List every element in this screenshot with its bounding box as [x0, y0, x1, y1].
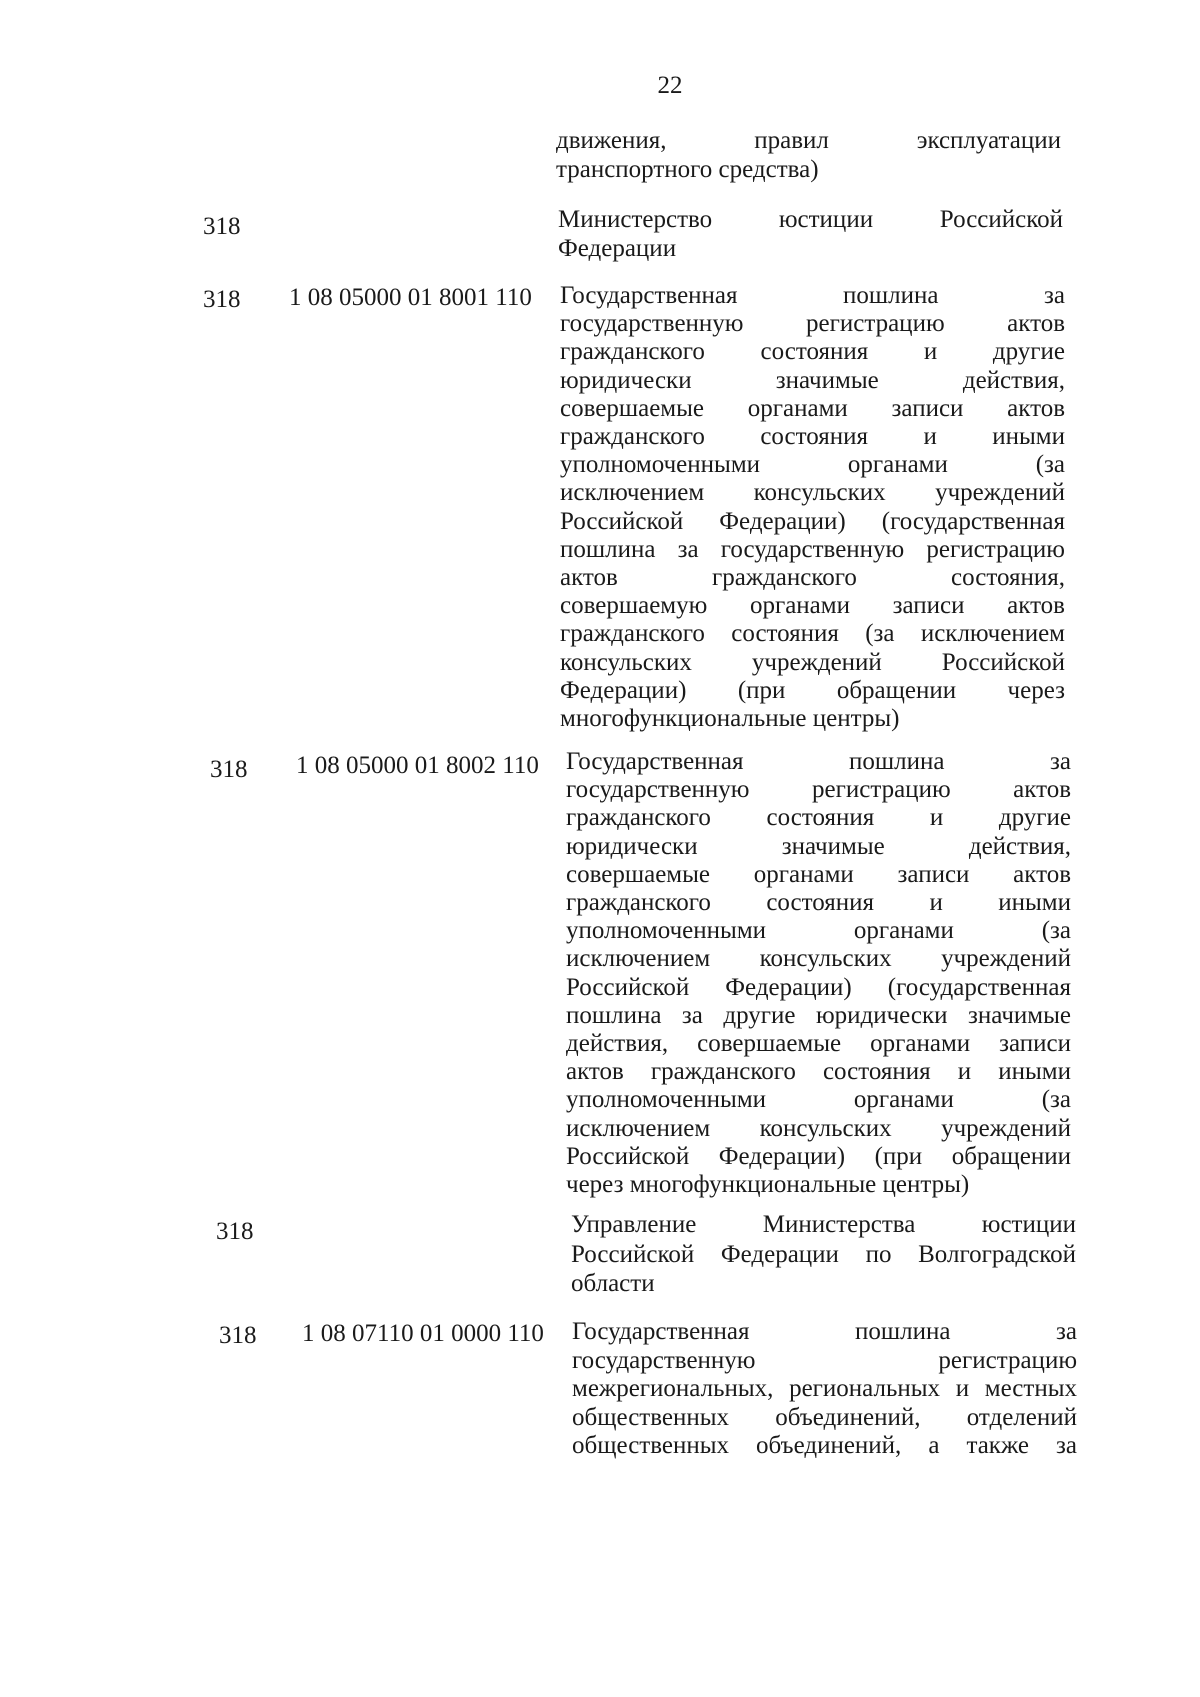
description-line: юридически значимые действия,: [566, 832, 1071, 860]
description-line: гражданского состояния и иными: [566, 889, 1071, 917]
description-line: пошлина за другие юридически значимые: [566, 1001, 1071, 1029]
description-line: Государственная пошлина за: [566, 748, 1071, 775]
entry-description: [558, 205, 1063, 263]
admin-code: 318: [219, 1322, 257, 1349]
description-line: Федерации: [558, 235, 677, 262]
description-line: Федерации) (при обращении через: [560, 676, 1065, 704]
description-line: Министерство юстиции Российской: [558, 206, 1063, 233]
description-line: Управление Министерства юстиции: [571, 1211, 1076, 1238]
kbk-code: 1 08 05000 01 8002 110: [296, 752, 539, 779]
description-line: совершаемую органами записи актов: [560, 592, 1065, 620]
description-line: актов гражданского состояния,: [560, 564, 1065, 592]
description-line: Российской Федерации) (при обращении: [566, 1142, 1071, 1170]
description-line: межрегиональных, региональных и местных: [572, 1375, 1077, 1402]
description-line: пошлина за государственную регистрацию: [560, 535, 1065, 563]
kbk-code: 1 08 07110 01 0000 110: [302, 1320, 544, 1347]
description-line: гражданского состояния и другие: [560, 338, 1065, 366]
admin-code: 318: [203, 286, 241, 313]
description-line: уполномоченными органами (за: [560, 451, 1065, 479]
description-line: гражданского состояния (за исключением: [560, 620, 1065, 648]
admin-code: 318: [203, 213, 241, 240]
description-line: Государственная пошлина за: [572, 1318, 1077, 1345]
description-line: области: [571, 1270, 655, 1297]
description-line: исключением консульских учреждений: [560, 479, 1065, 507]
description-line: исключением консульских учреждений: [566, 945, 1071, 973]
description-line: многофункциональные центры): [560, 705, 900, 733]
description-line: движения, правил эксплуатации: [556, 127, 1061, 154]
description-line: гражданского состояния и другие: [566, 804, 1071, 832]
description-line: Российской Федерации) (государственная: [560, 507, 1065, 535]
entry-description: [556, 126, 1061, 184]
description-line: совершаемые органами записи актов: [566, 860, 1071, 888]
description-line: общественных объединений, а также за: [572, 1432, 1077, 1459]
admin-code: 318: [210, 756, 248, 783]
entry-description: [560, 282, 1065, 733]
description-line: совершаемые органами записи актов: [560, 394, 1065, 422]
entry-description: [566, 748, 1071, 1199]
description-line: действия, совершаемые органами записи: [566, 1030, 1071, 1058]
entry-description: [571, 1210, 1076, 1299]
description-line: исключением консульских учреждений: [566, 1114, 1071, 1142]
description-line: юридически значимые действия,: [560, 366, 1065, 394]
description-line: государственную регистрацию актов: [560, 310, 1065, 338]
description-line: через многофункциональные центры): [566, 1171, 970, 1199]
description-line: государственную регистрацию: [572, 1346, 1077, 1374]
page-number: 22: [657, 72, 683, 99]
description-line: актов гражданского состояния и иными: [566, 1058, 1071, 1086]
description-line: Российской Федерации по Волгоградской: [571, 1240, 1076, 1268]
description-line: уполномоченными органами (за: [566, 917, 1071, 945]
admin-code: 318: [216, 1218, 254, 1245]
description-line: гражданского состояния и иными: [560, 423, 1065, 451]
entry-description: [572, 1318, 1077, 1461]
kbk-code: 1 08 05000 01 8001 110: [289, 284, 532, 311]
description-line: Российской Федерации) (государственная: [566, 973, 1071, 1001]
description-line: государственную регистрацию актов: [566, 776, 1071, 804]
description-line: транспортного средства): [556, 156, 819, 183]
description-line: уполномоченными органами (за: [566, 1086, 1071, 1114]
description-line: консульских учреждений Российской: [560, 648, 1065, 676]
description-line: Государственная пошлина за: [560, 282, 1065, 309]
description-line: общественных объединений, отделений: [572, 1403, 1077, 1431]
